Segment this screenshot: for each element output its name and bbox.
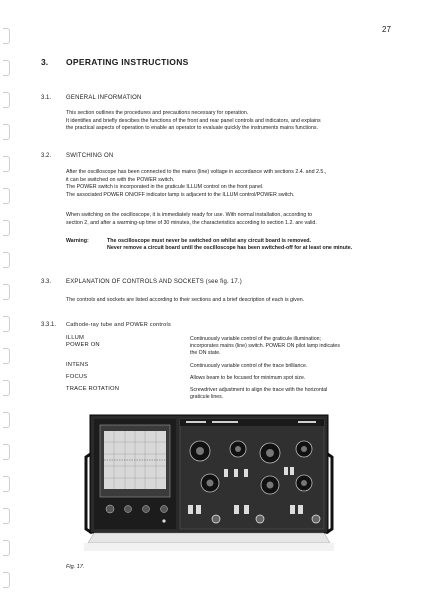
body-line: It identifies and briefly descibes the functions of the front and rear panel controls and indicators, and explains <box>66 117 321 124</box>
section-number: 3.3. <box>41 279 52 285</box>
chapter-number: 3. <box>41 57 49 67</box>
section-number: 3.2. <box>41 153 52 159</box>
subsection-number: 3.3.1. <box>41 322 57 328</box>
section-title: GENERAL INFORMATION <box>66 95 142 101</box>
binder-margin <box>3 0 11 599</box>
control-desc-line: graticule lines. <box>190 393 224 400</box>
control-desc-line: the ON state. <box>190 349 221 356</box>
control-desc <box>190 336 402 356</box>
figure-caption: Fig. 17. <box>66 564 85 570</box>
control-label: FOCUS <box>66 374 88 380</box>
body-line: The controls and sockets are listed according to their sections and a brief description of each is given. <box>66 297 305 303</box>
control-labels <box>66 335 100 349</box>
body-line: the practical aspects of operation to enable an operator to evaluate quickly the instruments mains functions. <box>66 125 319 132</box>
section-title: SWITCHING ON <box>66 153 114 159</box>
subsection-title: Cathode-ray tube and POWER controls <box>66 322 171 328</box>
body-line: After the oscilloscope has been connected to the mains (line) voltage in accordance with sections 2.4. and 2.5., <box>66 169 327 175</box>
body-line: section 2, and after a warming-up time of 30 minutes, the characteristics according to section 1.2. are valid. <box>66 219 317 226</box>
section-number: 3.1. <box>41 95 52 101</box>
control-label: INTENS <box>66 362 89 368</box>
control-desc-line: incorporates mains (line) switch. POWER ON pilot lamp indicates <box>190 342 340 349</box>
body-line: The associated POWER ON/OFF indicator lamp is adjacent to the ILLUM control/POWER switch. <box>66 191 295 198</box>
control-desc-line: Continuously variable control of the trace brilliance. <box>190 363 308 369</box>
body-line: When switching on the oscilloscope, it is immediately ready for use. With normal installation, according to <box>66 212 313 218</box>
warning-label: Warning: <box>66 238 89 244</box>
body-line: The POWER switch is incorporated in the graticule ILLUM control on the front panel. <box>66 184 264 191</box>
body-line: This section outlines the procedures and precautions necessary for operation. <box>66 110 249 116</box>
control-label: ILLUM <box>66 335 85 341</box>
control-desc-line: Continuously variable control of the graticule illumination; <box>190 336 321 342</box>
control-desc <box>190 387 402 401</box>
body-line: it can be switched on with the POWER switch. <box>66 176 175 183</box>
section-body <box>66 297 386 305</box>
section-body <box>66 212 386 227</box>
section-body <box>66 110 386 133</box>
section-title: EXPLANATION OF CONTROLS AND SOCKETS (see fig. 17.) <box>66 279 242 285</box>
control-desc-line: Allows beam to be focused for minimum spot size. <box>190 375 306 381</box>
page-number: 27 <box>382 25 391 34</box>
control-label: POWER ON <box>66 342 100 348</box>
warning-line: Never remove a circuit board until the oscilloscope has been switched-off for at least one minute. <box>107 245 353 252</box>
control-label: TRACE ROTATION <box>66 386 120 392</box>
section-body <box>66 169 386 199</box>
warning-line: The oscilloscope must never be switched on whilst any circuit board is removed. <box>107 238 311 244</box>
warning-text <box>107 238 397 253</box>
chapter-title: OPERATING INSTRUCTIONS <box>66 57 189 67</box>
control-desc-line: Screwdriver adjustment to align the trace with the horizontal <box>190 387 328 393</box>
oscilloscope-photo <box>84 409 334 554</box>
